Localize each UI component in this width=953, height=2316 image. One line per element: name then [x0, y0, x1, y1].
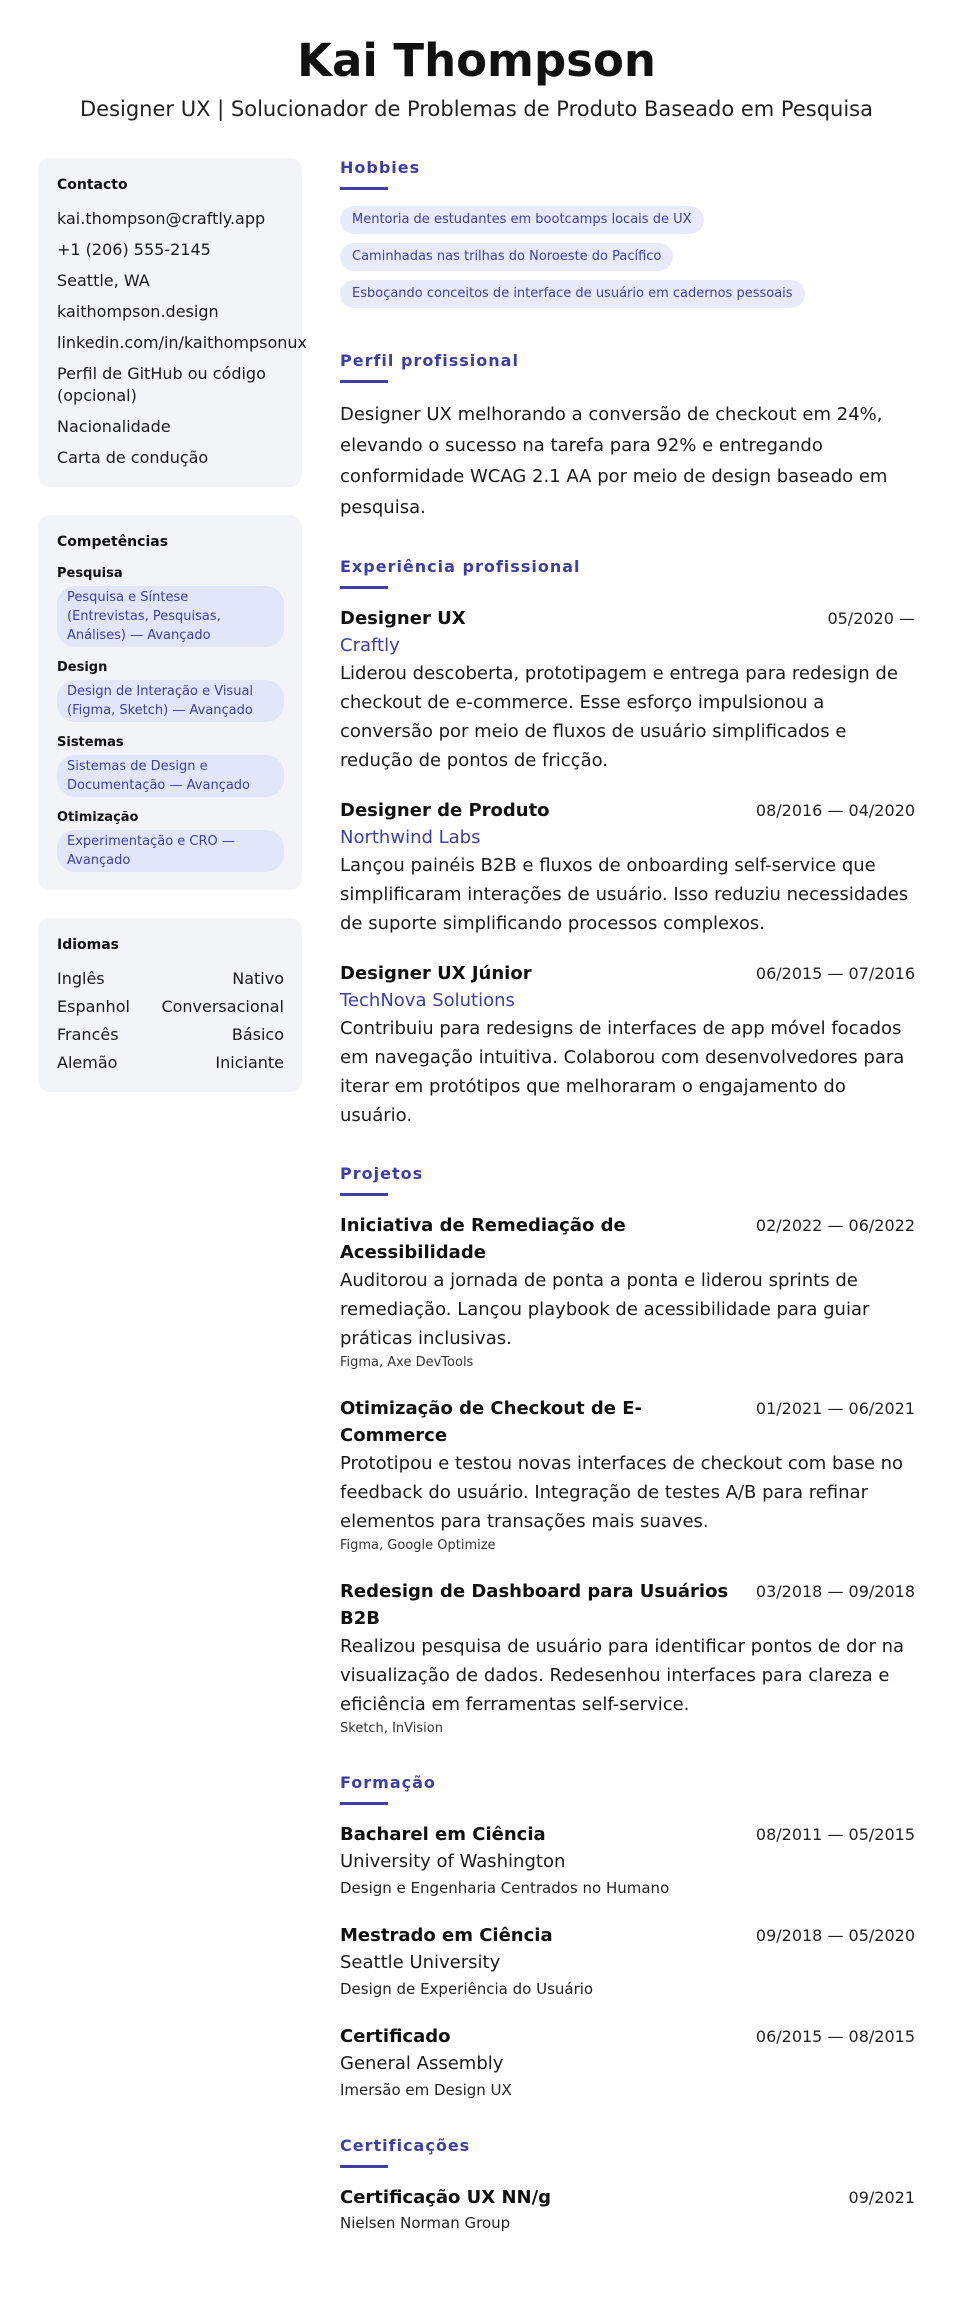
section-title: Projetos: [340, 1164, 424, 1183]
skill-group: [57, 565, 284, 647]
job-title: Designer de Produto: [340, 800, 550, 821]
contact-nationality: Nacionalidade: [57, 417, 171, 436]
project-entry: [340, 1395, 915, 1556]
institution-name: University of Washington: [340, 1851, 566, 1872]
section-divider: [340, 2165, 388, 2168]
job-description: Contribuiu para redesigns de interfaces de app móvel focados em navegação intuitiva. Colaborou com desenvolvedores para iterar em protótipos que melhoraram o engajamento do usuário.: [340, 1018, 905, 1126]
field-of-study: Imersão em Design UX: [340, 2081, 512, 2099]
skill-pill: Experimentação e CRO — Avançado: [57, 830, 284, 872]
language-name: Alemão: [57, 1053, 118, 1072]
project-entry: [340, 1578, 915, 1739]
field-of-study: Design de Experiência do Usuário: [340, 1980, 594, 1998]
language-row: [57, 996, 284, 1018]
degree-name: Mestrado em Ciência: [340, 1925, 553, 1946]
certification-date: 09/2021: [848, 2188, 915, 2207]
education-dates: 09/2018 — 05/2020: [755, 1926, 915, 1945]
certification-issuer: Nielsen Norman Group: [340, 2214, 511, 2232]
education-section: [340, 1773, 915, 2102]
education-entry: [340, 1821, 915, 1900]
contact-linkedin[interactable]: linkedin.com/in/kaithompsonux: [57, 333, 307, 352]
language-level: Iniciante: [215, 1053, 284, 1072]
education-dates: 08/2011 — 05/2015: [755, 1825, 915, 1844]
project-dates: 01/2021 — 06/2021: [755, 1399, 915, 1418]
language-level: Básico: [231, 1025, 284, 1044]
education-dates: 06/2015 — 08/2015: [755, 2027, 915, 2046]
candidate-name: Kai Thompson: [297, 34, 656, 87]
skill-group: [57, 734, 284, 797]
project-name: Otimização de Checkout de E-Commerce: [340, 1398, 643, 1446]
certification-entry: [340, 2184, 915, 2235]
hobbies-section: [340, 158, 915, 317]
skill-category: Design: [57, 660, 108, 675]
skills-card: [38, 515, 302, 890]
company-name: TechNova Solutions: [340, 990, 515, 1011]
contact-website[interactable]: kaithompson.design: [57, 302, 219, 321]
hobby-pill: Esboçando conceitos de interface de usuário em cadernos pessoais: [340, 280, 805, 308]
degree-name: Certificado: [340, 2026, 451, 2047]
job-description: Liderou descoberta, prototipagem e entrega para redesign de checkout de e-commerce. Esse esforço impulsionou a conversão por meio de fluxos de usuário simplificados e redução de pontos de fricção.: [340, 663, 898, 771]
project-tools: Figma, Google Optimize: [340, 1538, 496, 1553]
resume-header: [0, 0, 953, 124]
experience-entry: [340, 797, 915, 938]
project-description: Auditorou a jornada de ponta a ponta e liderou sprints de remediação. Lançou playbook de acessibilidade para guiar práticas inclusivas.: [340, 1270, 870, 1349]
languages-title: Idiomas: [57, 937, 120, 953]
job-description: Lançou painéis B2B e fluxos de onboarding self-service que simplificaram interações de usuário. Isso reduziu necessidades de suporte simplificando processos complexos.: [340, 855, 909, 934]
language-name: Francês: [57, 1025, 119, 1044]
hobby-pill: Mentoria de estudantes em bootcamps locais de UX: [340, 206, 704, 234]
profile-section: [340, 351, 915, 523]
education-entry: [340, 2023, 915, 2102]
degree-name: Bacharel em Ciência: [340, 1824, 546, 1845]
project-description: Prototipou e testou novas interfaces de checkout com base no feedback do usuário. Integração de testes A/B para refinar elementos para transações mais suaves.: [340, 1453, 904, 1532]
job-title: Designer UX Júnior: [340, 963, 532, 984]
project-dates: 03/2018 — 09/2018: [755, 1582, 915, 1601]
company-name: Northwind Labs: [340, 827, 481, 848]
section-divider: [340, 1802, 388, 1805]
hobby-pill: Caminhadas nas trilhas do Noroeste do Pacífico: [340, 243, 673, 271]
entry-header: [340, 2184, 915, 2211]
profile-summary: Designer UX melhorando a conversão de checkout em 24%, elevando o sucesso na tarefa para 92% e entregando conformidade WCAG 2.1 AA por meio de design baseado em pesquisa.: [340, 404, 888, 518]
company-name: Craftly: [340, 635, 400, 656]
entry-header: [340, 605, 915, 632]
job-title: Designer UX: [340, 608, 466, 629]
skill-pill: Design de Interação e Visual (Figma, Sketch) — Avançado: [57, 680, 284, 722]
contact-phone[interactable]: +1 (206) 555-2145: [57, 240, 211, 259]
section-title: Certificações: [340, 2136, 471, 2155]
language-name: Inglês: [57, 969, 105, 988]
section-divider: [340, 380, 388, 383]
entry-header: [340, 1395, 915, 1449]
contact-github: Perfil de GitHub ou código (opcional): [57, 364, 266, 405]
languages-card: [38, 918, 302, 1092]
entry-header: [340, 1821, 915, 1848]
contact-card: [38, 158, 307, 487]
experience-section: [340, 557, 915, 1130]
skill-category: Sistemas: [57, 735, 124, 750]
projects-section: [340, 1164, 915, 1739]
entry-header: [340, 1212, 915, 1266]
hobbies-list: [340, 206, 915, 317]
section-divider: [340, 187, 388, 190]
section-divider: [340, 586, 388, 589]
skill-group: [57, 659, 284, 722]
skill-category: Otimização: [57, 810, 139, 825]
experience-entry: [340, 605, 915, 775]
language-row: [57, 968, 284, 990]
skill-pill: Pesquisa e Síntese (Entrevistas, Pesquisas, Análises) — Avançado: [57, 586, 284, 647]
certification-name: Certificação UX NN/g: [340, 2187, 552, 2208]
language-name: Espanhol: [57, 997, 130, 1016]
experience-entry: [340, 960, 915, 1130]
entry-header: [340, 1922, 915, 1949]
entry-header: [340, 797, 915, 824]
language-level: Nativo: [232, 969, 284, 988]
project-tools: Sketch, InVision: [340, 1721, 443, 1736]
section-title: Formação: [340, 1773, 436, 1792]
job-dates: 05/2020 —: [827, 609, 915, 628]
project-description: Realizou pesquisa de usuário para identificar pontos de dor na visualização de dados. Redesenhou interfaces para clareza e eficiência em ferramentas self-service.: [340, 1636, 905, 1715]
project-name: Redesign de Dashboard para Usuários B2B: [340, 1581, 729, 1629]
sidebar: [38, 158, 307, 2269]
skills-title: Competências: [57, 534, 169, 550]
field-of-study: Design e Engenharia Centrados no Humano: [340, 1879, 670, 1897]
education-entry: [340, 1922, 915, 2001]
certifications-section: [340, 2136, 915, 2235]
section-title: Hobbies: [340, 158, 421, 177]
entry-header: [340, 960, 915, 987]
contact-location: Seattle, WA: [57, 271, 150, 290]
section-divider: [340, 1193, 388, 1196]
contact-driving-license: Carta de condução: [57, 448, 209, 467]
section-title: Experiência profissional: [340, 557, 581, 576]
skill-pill: Sistemas de Design e Documentação — Avançado: [57, 755, 284, 797]
skill-category: Pesquisa: [57, 566, 123, 581]
contact-email[interactable]: kai.thompson@craftly.app: [57, 209, 266, 228]
main-content: [340, 158, 915, 2269]
language-row: [57, 1052, 284, 1074]
language-level: Conversacional: [161, 997, 284, 1016]
job-dates: 08/2016 — 04/2020: [755, 801, 915, 820]
project-name: Iniciativa de Remediação de Acessibilidade: [340, 1215, 626, 1263]
institution-name: Seattle University: [340, 1952, 501, 1973]
resume-layout: [38, 158, 915, 2269]
project-dates: 02/2022 — 06/2022: [755, 1216, 915, 1235]
project-tools: Figma, Axe DevTools: [340, 1355, 474, 1370]
contact-title: Contacto: [57, 177, 128, 193]
skill-group: [57, 809, 284, 872]
entry-header: [340, 1578, 915, 1632]
project-entry: [340, 1212, 915, 1373]
job-dates: 06/2015 — 07/2016: [755, 964, 915, 983]
entry-header: [340, 2023, 915, 2050]
institution-name: General Assembly: [340, 2053, 504, 2074]
candidate-headline: Designer UX | Solucionador de Problemas de Produto Baseado em Pesquisa: [79, 97, 873, 121]
section-title: Perfil profissional: [340, 351, 519, 370]
language-row: [57, 1024, 284, 1046]
